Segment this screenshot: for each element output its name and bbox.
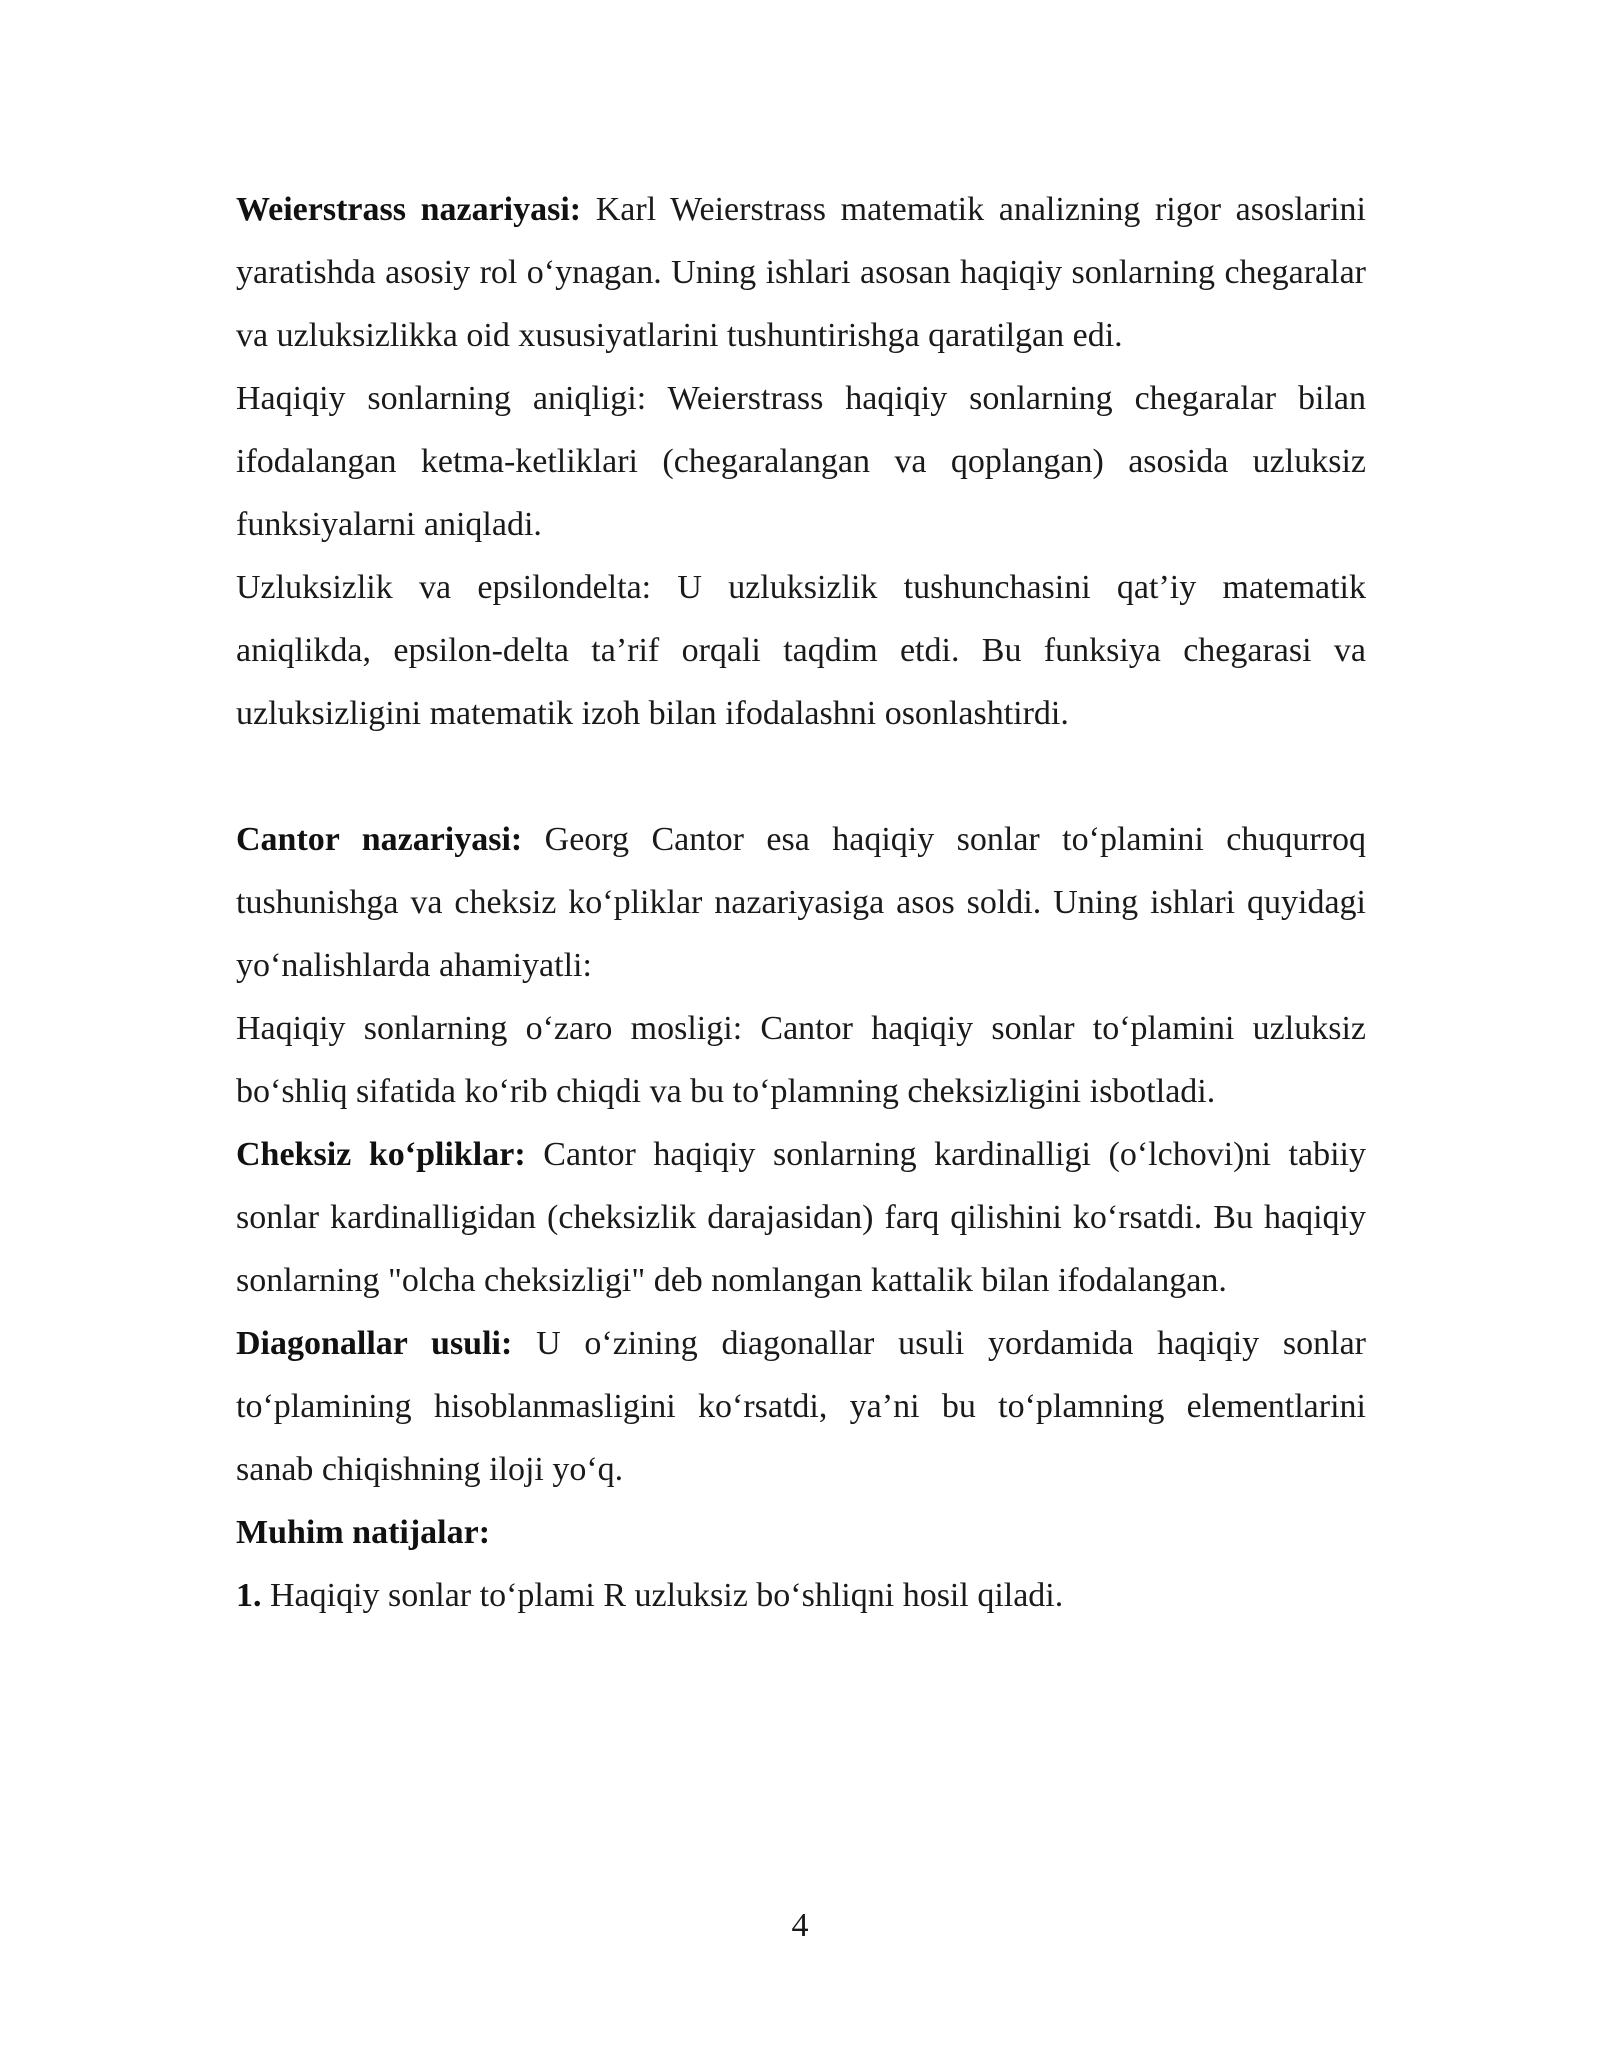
cantor-intro: Georg Cantor esa haqiqiy sonlar to‘plamini chuqurroq tushunishga va cheksiz ko‘pliklar nazariyasiga asos soldi. Uning ishlari quyidagi yo‘nalishlarda ahamiyatli:	[236, 821, 1366, 984]
infinite-sets-heading: Cheksiz ko‘pliklar:	[236, 1136, 526, 1173]
diagonal-heading: Diagonallar usuli:	[236, 1325, 513, 1362]
results-item-1-text: Haqiqiy sonlar to‘plami R uzluksiz bo‘shliqni hosil qiladi.	[261, 1577, 1064, 1614]
weierstrass-point-epsilon-delta: Uzluksizlik va epsilondelta: U uzluksizlik tushunchasini qat’iy matematik aniqlikda, epsilon-delta ta’rif orqali taqdim etdi. Bu funksiya chegarasi va uzluksizligini matematik izoh bilan ifodalashni osonlashtirdi.	[236, 569, 1366, 732]
weierstrass-heading: Weierstrass nazariyasi:	[236, 191, 582, 228]
cantor-point-diagonal	[236, 1312, 1366, 1501]
weierstrass-intro: Karl Weierstrass matematik analizning rigor asoslarini yaratishda asosiy rol o‘ynagan. Uning ishlari asosan haqiqiy sonlarning chegaralar va uzluksizlikka oid xususiyatlarini tushuntirishga qaratilgan edi.	[236, 191, 1366, 354]
cantor-point-correspondence: Haqiqiy sonlarning o‘zaro mosligi: Cantor haqiqiy sonlar to‘plamini uzluksiz bo‘shliq sifatida ko‘rib chiqdi va bu to‘plamning cheksizligini isbotladi.	[236, 1010, 1366, 1110]
results-item-1-number: 1.	[236, 1577, 262, 1614]
cantor-heading: Cantor nazariyasi:	[236, 821, 523, 858]
infinite-sets-text: Cantor haqiqiy sonlarning kardinalligi (o‘lchovi)ni tabiiy sonlar kardinalligidan (cheksizlik darajasidan) farq qilishini ko‘rsatdi. Bu haqiqiy sonlarning "olcha cheksizligi" deb nomlangan kattalik bilan ifodalangan.	[236, 1136, 1366, 1299]
diagonal-text: U o‘zining diagonallar usuli yordamida haqiqiy sonlar to‘plamining hisoblanmasligini ko‘rsatdi, ya’ni bu to‘plamning elementlarini sanab chiqishning iloji yo‘q.	[236, 1325, 1367, 1488]
cantor-point-infinite-sets	[236, 1123, 1366, 1312]
results-heading-line	[236, 1501, 1366, 1564]
section-spacer	[236, 745, 1366, 808]
cantor-paragraph	[236, 808, 1366, 997]
document-body	[236, 178, 1366, 1627]
results-heading: Muhim natijalar:	[236, 1514, 491, 1551]
weierstrass-point-accuracy: Haqiqiy sonlarning aniqligi: Weierstrass haqiqiy sonlarning chegaralar bilan ifodalangan ketma-ketliklari (chegaralangan va qoplangan) asosida uzluksiz funksiyalarni aniqladi.	[236, 380, 1366, 543]
results-item-1	[236, 1564, 1366, 1627]
weierstrass-paragraph	[236, 178, 1366, 367]
page-number: 4	[791, 1907, 809, 1944]
